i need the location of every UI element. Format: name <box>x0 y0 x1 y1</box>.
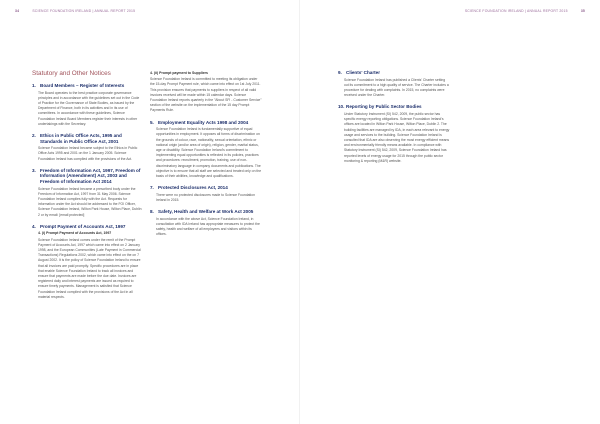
page-header-right <box>465 9 585 13</box>
notice-safety <box>150 209 262 237</box>
item-text: There were no protected disclosures made to Science Foundation Ireland in 2015. <box>156 192 255 203</box>
item-number: 5. <box>150 119 154 125</box>
item-heading: Prompt Payment of Accounts Act, 1997 <box>40 223 126 229</box>
page-header-left <box>15 9 135 13</box>
item-heading: Board Members – Register of Interests <box>40 83 125 88</box>
item-heading: Safety, Health and Welfare at Work Act 2005 <box>158 209 254 215</box>
notice-reporting <box>338 104 450 164</box>
page-number-right: 35 <box>580 9 585 13</box>
item-number: 7. <box>150 185 154 191</box>
item-heading: Freedom of Information Act, 1997, Freedom of Information (Amendment) Act, 2003 and Freedom of Information Act 2014 <box>40 167 141 184</box>
item-number: 8. <box>150 209 154 215</box>
item-number: 2. <box>32 133 36 139</box>
item-number: 3. <box>32 167 36 173</box>
column-2 <box>150 70 262 244</box>
item-heading: Employment Equality Acts 1998 and 2004 <box>158 119 249 125</box>
running-title-right: SCIENCE FOUNDATION IRELAND | ANNUAL REPORT 2015 <box>464 9 568 13</box>
column-3 <box>338 70 450 170</box>
notice-clients-charter <box>338 70 450 98</box>
item-text: The Board operates to the best practice corporate governance principles and in accordance with the guidelines set out in the Code of Practice for the Governance of State Bodies, as issued by the Department of Finance, both in its activities and in its use of committees. In accordance with these guidelines, Science Foundation Ireland Board Members register their interests in other undertakings with the Secretary. <box>38 90 140 126</box>
notice-foi <box>32 168 142 218</box>
notice-prompt-payment <box>32 224 142 300</box>
sub-heading: 4. (i) Prompt Payment of Accounts Act, 1997 <box>38 231 112 236</box>
item-text: Science Foundation Ireland is committed to meeting its obligation under the 15-day Prompt Payment rule, which came into effect on 1st July 2011. This provision ensures that payments to suppliers in respect of all valid invoices received will be made within 15 calendar days. Science Foundation Ireland reports quarterly in the "About SFI - Customer Service" section of the website on the implementation of the 15 day Prompt Payments Rule. <box>150 77 262 113</box>
running-title-left: SCIENCE FOUNDATION IRELAND | ANNUAL REPORT 2015 <box>32 9 136 13</box>
notice-equality <box>150 120 262 180</box>
item-heading: Clients' Charter <box>346 70 381 75</box>
item-heading: Ethics in Public Office Acts, 1995 and Standards in Public Office Act, 2001 <box>40 133 122 144</box>
section-title: Statutory and Other Notices <box>32 70 111 77</box>
right-page <box>300 0 600 424</box>
notice-protected-disclosures <box>150 185 262 203</box>
item-text: Science Foundation Ireland has published a Clients' Charter setting out its commitment to a high quality of service. The Charter includes a procedure for dealing with complaints. In 2015, no complaints were received under the Charter. <box>344 77 449 98</box>
item-number: 10. <box>338 104 345 110</box>
sub-heading: 4. (ii) Prompt payment to Suppliers <box>150 71 208 75</box>
item-text: Science Foundation Ireland became a prescribed body under the Freedom of Information Act, 1997 from 31 May 2006. Science Foundation Ireland complies fully with the Act. Requests for information under the Act should be addressed to the FOI Officer, Science Foundation Ireland, Wilton Park House, Wilton Place, Dublin 2 or by email: [email protected] <box>38 186 142 217</box>
item-text: Science Foundation Ireland comes under the remit of the Prompt Payment of Accounts Act, 1997 which came into effect on 2 January 1998, and the European Communities (Late Payment in Commercial Transactions) Regulations 2002, which came into effect on the on 7 August 2002. It is the policy of Science Foundation Ireland to ensure that all invoices are paid promptly. Specific procedures are in place that enable Science Foundation Ireland to track all invoices and ensure that payments are made before the due date. Invoices are registered daily and interest payments are issued as required to ensure timely payments. Management is satisfied that Science Foundation Ireland complied with the provisions of the Act in all material respects. <box>38 237 141 299</box>
notice-prompt-payment-continued <box>150 71 262 114</box>
notice-ethics <box>32 133 142 162</box>
item-number: 9. <box>338 70 342 75</box>
item-number: 1. <box>32 83 36 88</box>
page-number-left: 34 <box>15 9 20 13</box>
item-heading: Protected Disclosures Act, 2014 <box>158 185 228 191</box>
item-heading: Reporting by Public Sector Bodies <box>346 104 422 110</box>
item-number: 4. <box>32 223 36 229</box>
item-text: Science Foundation Ireland is fundamentally supportive of equal opportunities in employment. It opposes all forms of discrimination on the grounds of colour, race, nationality, sexual orientation, ethnic or national origin (and/or area of origin), religion, gender, marital status, age or disability. Science Foundation Ireland's commitment to implementing equal opportunities is reflected in its policies, practices and procedures: recruitment, promotion, training, use of non-discriminatory language in company documents and publications. The objective is to ensure that all staff are selected and treated only on the basis of their abilities, knowledge and qualifications. <box>156 127 262 179</box>
item-text: Under Statutory Instrument (SI) 542, 2009, the public sector has specific energy reporting obligations. Science Foundation Ireland's offices are located in Wilton Park House, Wilton Place, Dublin 2. The building facilities are managed by IDA, in each area relevant to energy usage and services to the building. Science Foundation Ireland is consulted that IDA are also observing the most energy efficient means and environmentally friendly means available. In compliance with Statutory Instrument (SI) 542, 2009, Science Foundation Ireland has reported levels of energy usage for 2015 through the public sector monitoring & reporting (M&R) website. <box>344 112 450 163</box>
item-text: Science Foundation Ireland became subject to the Ethics in Public Office Acts 1995 and 2001 on the 1 January 2005. Science Foundation Ireland has complied with the provisions of the Act. <box>38 146 138 161</box>
column-1 <box>32 70 142 306</box>
item-text: In accordance with the above Act, Science Foundation Ireland, in consultation with IDA Ireland has appropriate measures to protect the safety, health and welfare of all employees and visitors within its offices. <box>156 216 260 237</box>
notice-board-members <box>32 83 142 127</box>
